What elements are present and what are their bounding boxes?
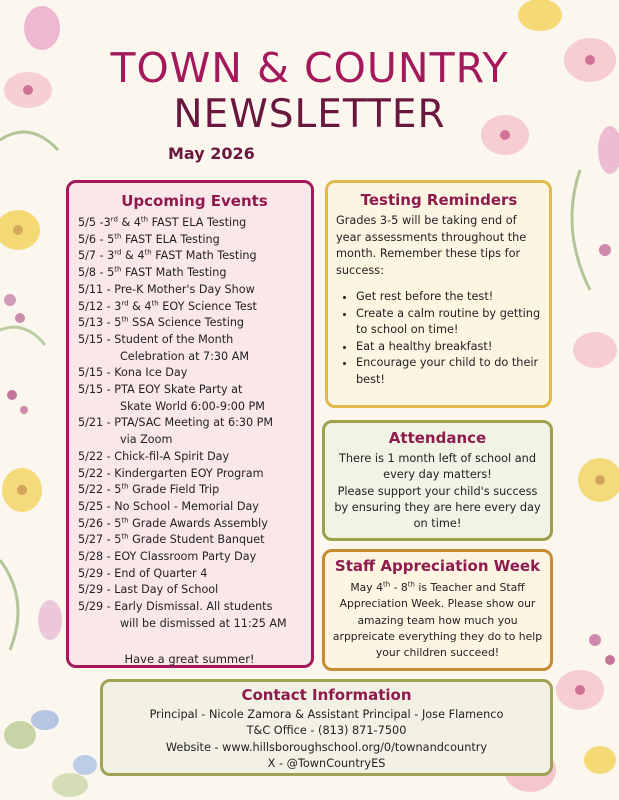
testing-intro: Grades 3-5 will be taking end of year assessments throughout the month. Remember these tips for success: bbox=[336, 214, 527, 277]
event-item: 5/26 - 5th Grade Awards Assembly bbox=[78, 515, 268, 530]
contact-social: X - @TownCountryES bbox=[267, 756, 386, 770]
testing-tips-list bbox=[336, 289, 542, 388]
attendance-line2: Please support your child's success by ensuring they are here every day on time! bbox=[334, 484, 541, 531]
testing-tip: • Encourage your child to do their best! bbox=[356, 355, 542, 388]
event-item: 5/25 - No School - Memorial Day bbox=[78, 499, 259, 513]
contact-information-panel bbox=[100, 679, 553, 776]
event-item-continued: Skate World 6:00-9:00 PM bbox=[120, 399, 265, 413]
staff-appreciation-heading: Staff Appreciation Week bbox=[334, 557, 541, 575]
event-item: 5/13 - 5th SSA Science Testing bbox=[78, 315, 245, 330]
upcoming-events-panel bbox=[66, 180, 314, 668]
newsletter-title-line1: TOWN & COUNTRY bbox=[110, 44, 509, 92]
contact-details bbox=[109, 707, 544, 772]
testing-reminders-heading: Testing Reminders bbox=[360, 191, 518, 209]
staff-appreciation-panel bbox=[322, 549, 553, 671]
event-item: 5/22 - 5th Grade Field Trip bbox=[78, 482, 220, 497]
event-item: 5/22 - Kindergarten EOY Program bbox=[78, 466, 264, 480]
event-item: 5/29 - Early Dismissal. All students bbox=[78, 600, 273, 614]
event-item: 5/5 -3rd & 4th FAST ELA Testing bbox=[78, 215, 247, 229]
testing-reminders-panel bbox=[325, 180, 552, 408]
attendance-text bbox=[331, 451, 544, 532]
newsletter-title-line2: NEWSLETTER bbox=[173, 92, 446, 137]
testing-tip: • Create a calm routine by getting to school on time! bbox=[356, 306, 542, 339]
attendance-line1: There is 1 month left of school and every day matters! bbox=[338, 452, 537, 482]
event-item: 5/15 - PTA EOY Skate Party at bbox=[78, 383, 243, 397]
event-item: 5/7 - 3rd & 4th FAST Math Testing bbox=[78, 248, 257, 263]
contact-principals: Principal - Nicole Zamora & Assistant Principal - Jose Flamenco bbox=[149, 708, 504, 721]
event-item: 5/8 - 5th FAST Math Testing bbox=[78, 265, 227, 280]
event-item: 5/12 - 3rd & 4th EOY Science Test bbox=[78, 298, 257, 313]
event-item-continued: Celebration at 7:30 AM bbox=[120, 349, 250, 363]
staff-date-from: May 4 bbox=[350, 581, 383, 594]
event-item: 5/29 - End of Quarter 4 bbox=[78, 566, 208, 580]
event-item: 5/27 - 5th Grade Student Banquet bbox=[78, 532, 265, 547]
testing-tip: • Get rest before the test! bbox=[356, 289, 542, 306]
event-item: 5/15 - Student of the Month bbox=[78, 332, 234, 346]
events-closing-message: Have a great summer! bbox=[124, 651, 255, 666]
event-item: 5/29 - Last Day of School bbox=[78, 583, 219, 597]
upcoming-events-heading: Upcoming Events bbox=[121, 192, 268, 210]
event-item: 5/6 - 5th FAST ELA Testing bbox=[78, 231, 220, 246]
testing-tip: • Eat a healthy breakfast! bbox=[356, 339, 542, 356]
newsletter-date: May 2026 bbox=[168, 144, 255, 163]
staff-appreciation-text: May 4th - 8th is Teacher and Staff Appreciation Week. Please show our amazing team how much you arppreicate everything they do to help your children succeed! bbox=[332, 580, 543, 660]
events-list bbox=[78, 215, 311, 633]
attendance-panel bbox=[322, 420, 553, 541]
contact-website: Website - www.hillsboroughschool.org/0/townandcountry bbox=[165, 740, 488, 754]
event-item: 5/11 - Pre-K Mother's Day Show bbox=[78, 282, 255, 296]
event-item: 5/28 - EOY Classroom Party Day bbox=[78, 550, 257, 564]
attendance-heading: Attendance bbox=[388, 429, 487, 447]
contact-heading: Contact Information bbox=[241, 686, 412, 704]
event-item: 5/21 - PTA/SAC Meeting at 6:30 PM bbox=[78, 416, 274, 430]
event-item-continued: will be dismissed at 11:25 AM bbox=[120, 616, 287, 630]
event-item-continued: via Zoom bbox=[120, 433, 173, 447]
event-item: 5/22 - Chick-fil-A Spirit Day bbox=[78, 449, 230, 463]
event-item: 5/15 - Kona Ice Day bbox=[78, 366, 188, 380]
staff-appreciation-body: is Teacher and Staff Appreciation Week. Please show our amazing team how much you arppreicate everything they do to help your children succeed! bbox=[332, 581, 543, 660]
contact-office-phone: T&C Office - (813) 871-7500 bbox=[246, 724, 407, 738]
staff-date-to: 8 bbox=[400, 581, 408, 594]
